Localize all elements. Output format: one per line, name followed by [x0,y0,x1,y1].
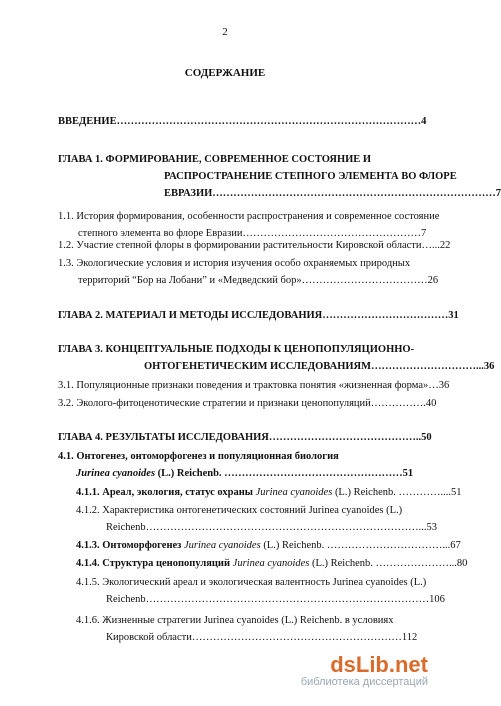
watermark [301,652,428,688]
watermark-logo-right: .net [388,652,428,677]
toc-entry-chapter-2[interactable]: ГЛАВА 2. МАТЕРИАЛ И МЕТОДЫ ИССЛЕДОВАНИЯ………………………………31 [58,310,459,321]
entry-prefix: 4.1.4. Структура ценопопуляций [76,558,233,569]
toc-entry-4-1-5-line-1[interactable]: 4.1.5. Экологический ареал и экологическая валентность Jurinea cyanoides (L.) [76,577,427,588]
entry-rest: (L.) Reichenb. ……………………………...67 [260,540,461,551]
entry-rest: (L.) Reichenb. …………………...80 [309,558,468,569]
species-name: Jurinea cyanoides [184,540,261,551]
watermark-logo-left: dsLib [330,652,389,677]
toc-entry-1-1-line-2[interactable]: степного элемента во флоре Евразии……………………………………………7 [78,228,427,239]
toc-entry-3-2[interactable]: 3.2. Эколого-фитоценотические стратегии и признаки ценопопуляций…………….40 [58,398,437,409]
toc-entry-chapter-3-line-1[interactable]: ГЛАВА 3. КОНЦЕПТУАЛЬНЫЕ ПОДХОДЫ К ЦЕНОПОПУЛЯЦИОННО- [58,344,415,355]
toc-entry-4-1-6-line-1[interactable]: 4.1.6. Жизненные стратегии Jurinea cyanoides (L.) Reichenb. в условиях [76,615,394,626]
toc-entry-chapter-1-line-2[interactable]: РАСПРОСТРАНЕНИЕ СТЕПНОГО ЭЛЕМЕНТА ВО ФЛОРЕ [164,171,457,182]
toc-entry-4-1-line-2[interactable] [76,468,413,479]
entry-rest: (L.) Reichenb. ……………………………………………51 [155,468,414,479]
toc-entry-1-1-line-1[interactable]: 1.1. История формирования, особенности распространения и современное состояние [58,211,440,222]
toc-entry-4-1-line-1[interactable]: 4.1. Онтогенез, онтоморфогенез и популяционная биология [58,451,339,462]
toc-entry-1-3-line-1[interactable]: 1.3. Экологические условия и история изучения особо охраняемых природных [58,258,411,269]
watermark-subtitle: библиотека диссертаций [300,676,428,688]
toc-entry-3-1[interactable]: 3.1. Популяционные признаки поведения и трактовка понятия «жизненная форма»…36 [58,380,450,391]
toc-entry-chapter-1-line-3[interactable]: ЕВРАЗИИ………………………………………………………………………7 [164,188,501,199]
toc-entry-chapter-4[interactable]: ГЛАВА 4. РЕЗУЛЬТАТЫ ИССЛЕДОВАНИЯ……………………………………..50 [58,432,432,443]
entry-prefix: 4.1.3. Онтоморфогенез [76,540,184,551]
toc-entry-1-2[interactable]: 1.2. Участие степной флоры в формировании растительности Кировской области…...22 [58,240,451,251]
toc-entry-4-1-2-line-2[interactable]: Reichenb……………………………………………………………………...53 [106,522,438,533]
toc-entry-4-1-3[interactable] [76,540,461,551]
toc-entry-chapter-1-line-1[interactable]: ГЛАВА 1. ФОРМИРОВАНИЕ, СОВРЕМЕННОЕ СОСТОЯНИЕ И [58,154,372,165]
toc-entry-1-3-line-2[interactable]: территорий “Бор на Лобани” и «Медведский бор»………………………………26 [78,275,439,286]
species-name: Jurinea cyanoides [255,487,333,498]
toc-entry-4-1-4[interactable] [76,558,467,569]
species-name: Jurinea cyanoides [232,558,310,569]
species-name: Jurinea cyanoides [76,468,156,479]
toc-entry-4-1-1[interactable] [76,487,462,498]
toc-entry-4-1-2-line-1[interactable]: 4.1.2. Характеристика онтогенетических состояний Jurinea cyanoides (L.) [76,505,403,516]
entry-rest: (L.) Reichenb. …………....51 [332,487,462,498]
entry-prefix: 4.1.1. Ареал, экология, статус охраны [76,487,256,498]
toc-entry-4-1-6-line-2[interactable]: Кировской области……………………………………………………112 [106,632,418,643]
toc-entry-4-1-5-line-2[interactable]: Reichenb………………………………………………………………………106 [106,594,445,605]
toc-entry-introduction[interactable]: ВВЕДЕНИЕ……………………………………………………………………………4 [58,116,427,127]
page-number: 2 [222,26,228,38]
toc-entry-chapter-3-line-2[interactable]: ОНТОГЕНЕТИЧЕСКИМ ИССЛЕДОВАНИЯМ…………………………...36 [144,361,495,372]
toc-title: СОДЕРЖАНИЕ [184,67,266,79]
watermark-logo [301,652,428,678]
